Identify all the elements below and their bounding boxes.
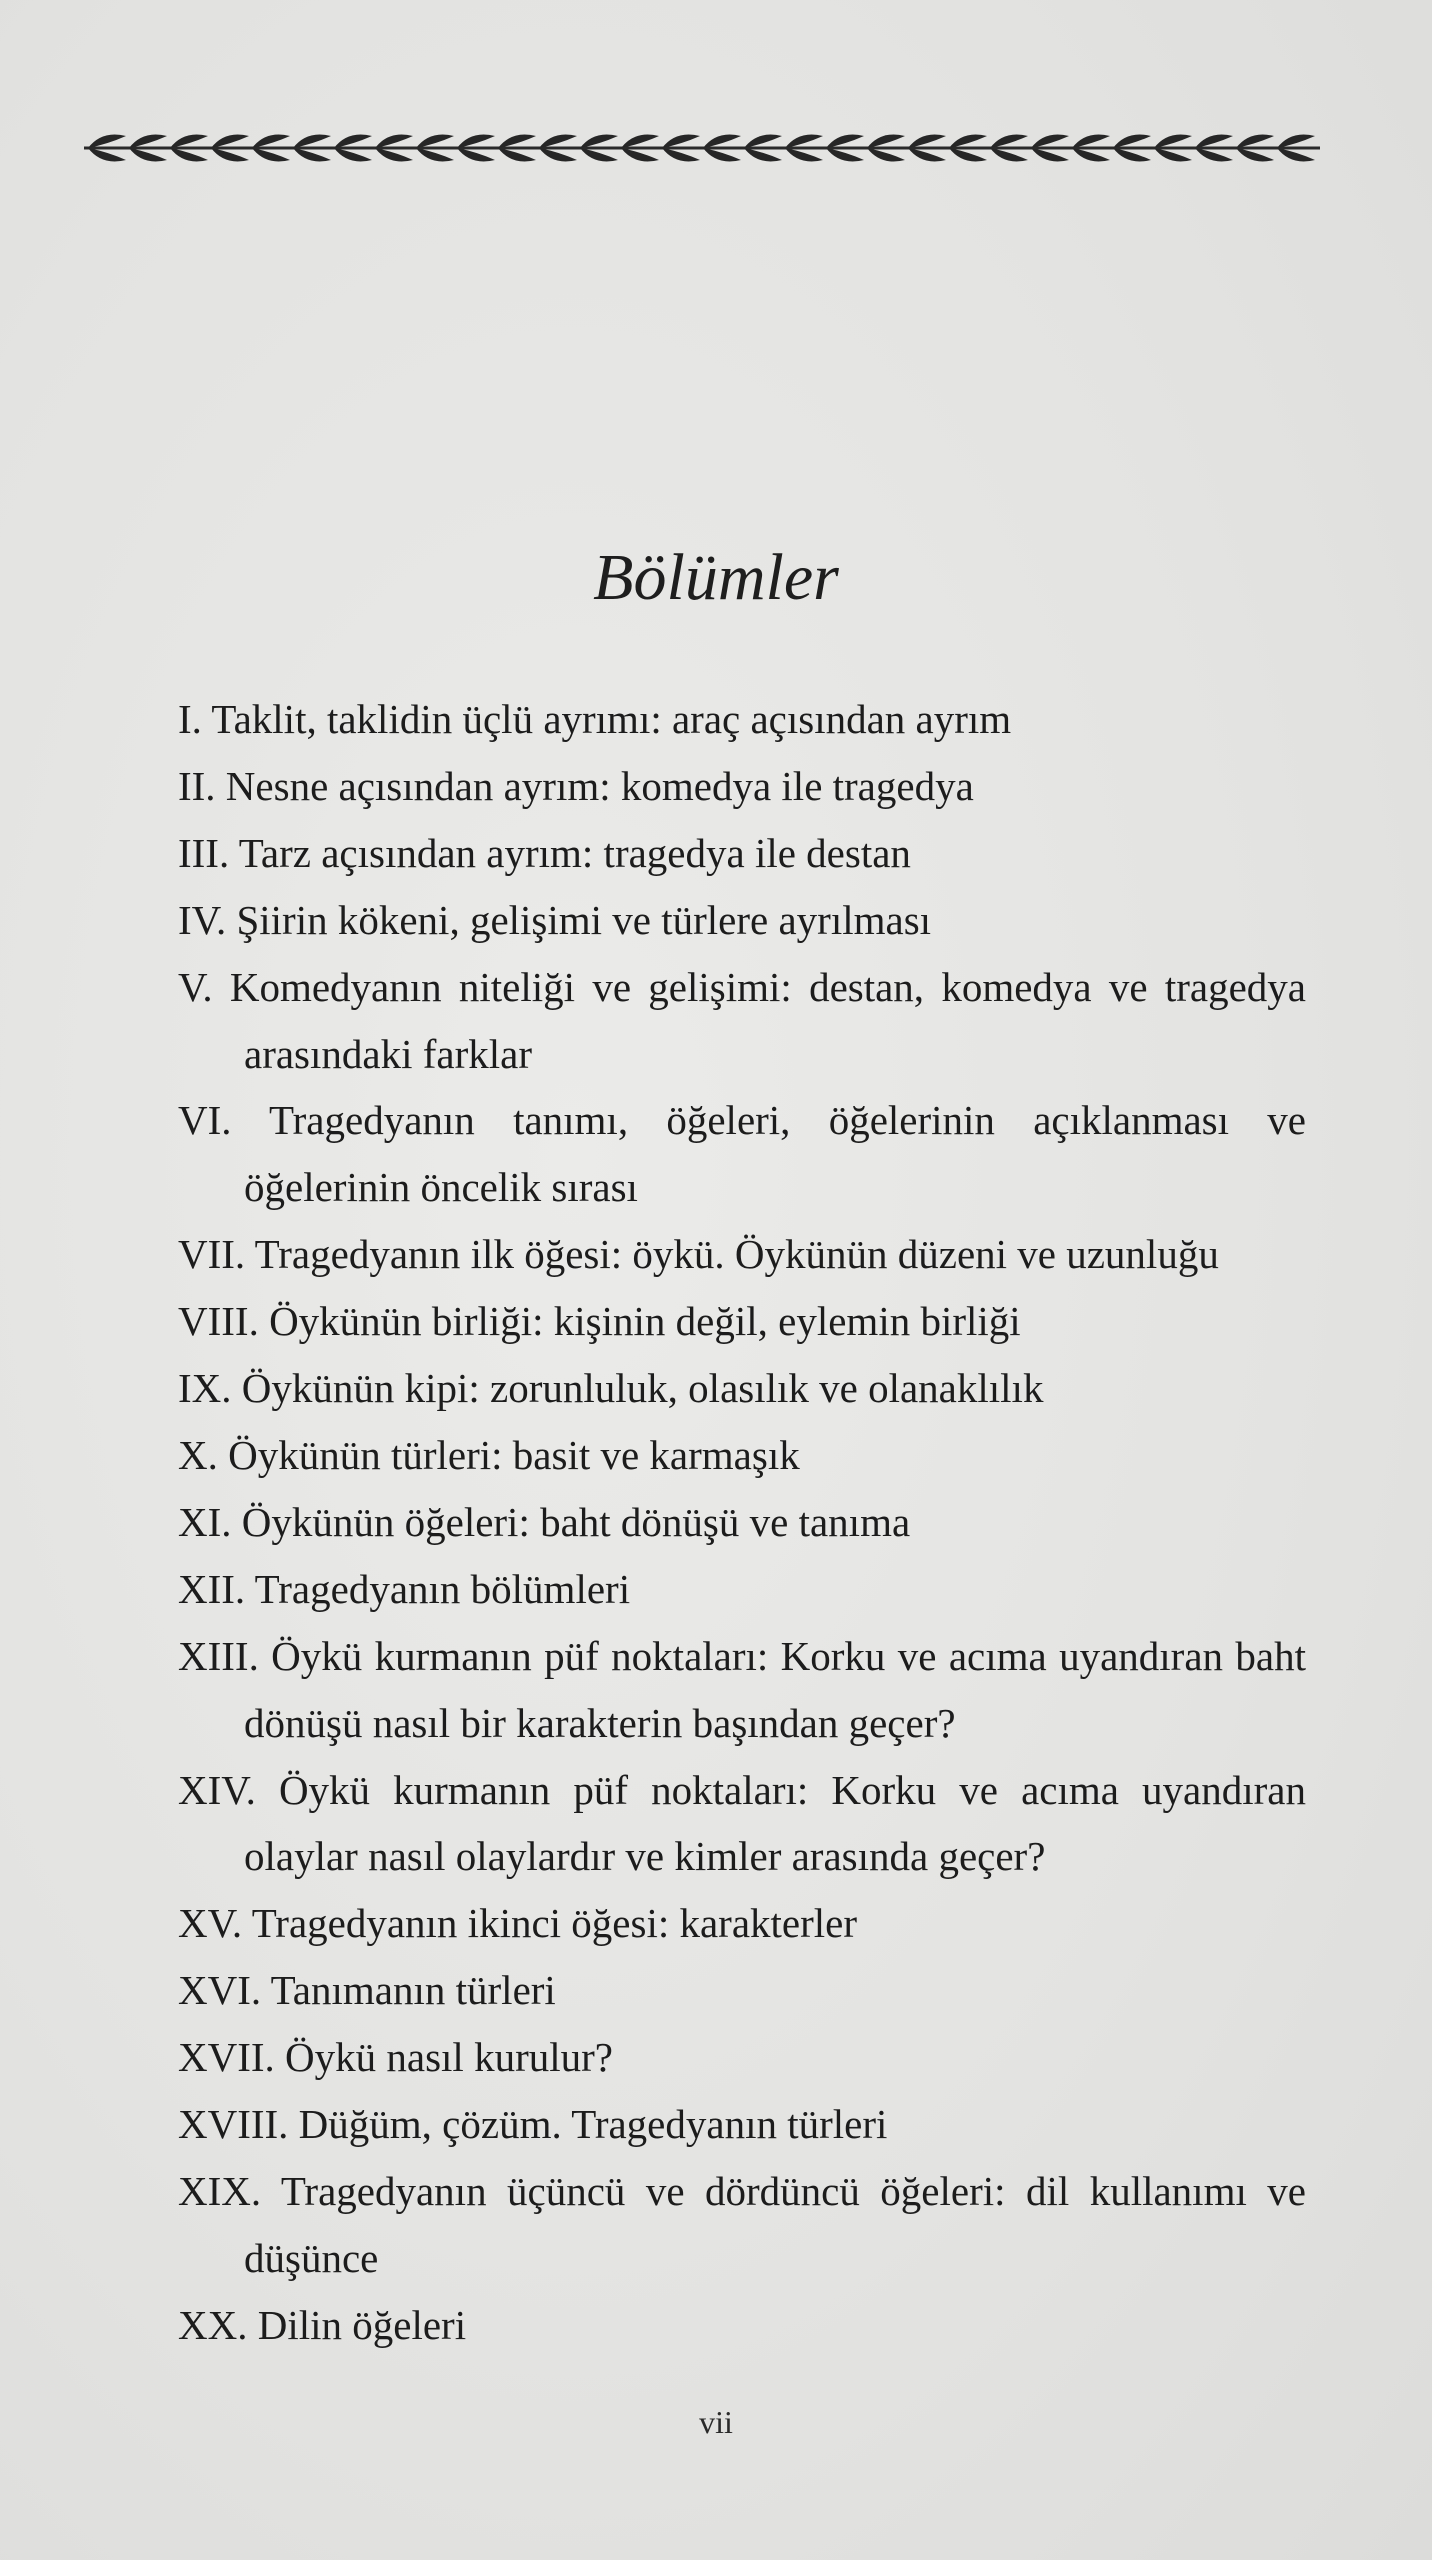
chapter-item: XI. Öykünün öğeleri: baht dönüşü ve tanıma xyxy=(178,1498,911,1545)
chapter-item: V. Komedyanın niteliği ve gelişimi: destan, komedya ve tragedya arasındaki farklar xyxy=(178,963,1306,1077)
chapter-item: IV. Şiirin kökeni, gelişimi ve türlere ayrılması xyxy=(178,896,932,943)
chapter-item: I. Taklit, taklidin üçlü ayrımı: araç açısından ayrım xyxy=(178,696,1012,742)
laurel-vine-border-icon xyxy=(84,118,1320,178)
chapter-item: XVII. Öykü nasıl kurulur? xyxy=(178,2034,613,2081)
chapter-item: XX. Dilin öğeleri xyxy=(178,2301,467,2348)
chapter-item: XVIII. Düğüm, çözüm. Tragedyanın türleri xyxy=(178,2101,888,2148)
chapter-item: XV. Tragedyanın ikinci öğesi: karakterler xyxy=(178,1900,858,1947)
chapter-item: II. Nesne açısından ayrım: komedya ile tragedya xyxy=(178,762,974,809)
chapter-item: XVI. Tanımanın türleri xyxy=(178,1967,556,2014)
chapter-item: III. Tarz açısından ayrım: tragedya ile destan xyxy=(178,829,911,876)
chapter-item: VI. Tragedyanın tanımı, öğeleri, öğelerinin açıklanması ve öğelerinin öncelik sırası xyxy=(178,1097,1306,1211)
chapter-list xyxy=(178,686,1306,2359)
chapter-item: XIV. Öykü kurmanın püf noktaları: Korku ve acıma uyandıran olaylar nasıl olaylardır ve kimler arasında geçer? xyxy=(178,1766,1306,1880)
chapter-item: VIII. Öykünün birliği: kişinin değil, eylemin birliği xyxy=(178,1298,1021,1345)
chapter-item: XIX. Tragedyanın üçüncü ve dördüncü öğeleri: dil kullanımı ve düşünce xyxy=(178,2167,1306,2281)
chapter-item: XII. Tragedyanın bölümleri xyxy=(178,1565,631,1612)
chapter-item: XIII. Öykü kurmanın püf noktaları: Korku ve acıma uyandıran baht dönüşü nasıl bir karakterin başından geçer? xyxy=(178,1632,1306,1746)
chapter-item: VII. Tragedyanın ilk öğesi: öykü. Öykünün düzeni ve uzunluğu xyxy=(178,1231,1219,1278)
chapter-item: IX. Öykünün kipi: zorunluluk, olasılık ve olanaklılık xyxy=(178,1365,1044,1412)
chapter-item: X. Öykünün türleri: basit ve karmaşık xyxy=(178,1431,800,1478)
page-title: Bölümler xyxy=(593,541,839,614)
page-number: vii xyxy=(699,2404,733,2440)
